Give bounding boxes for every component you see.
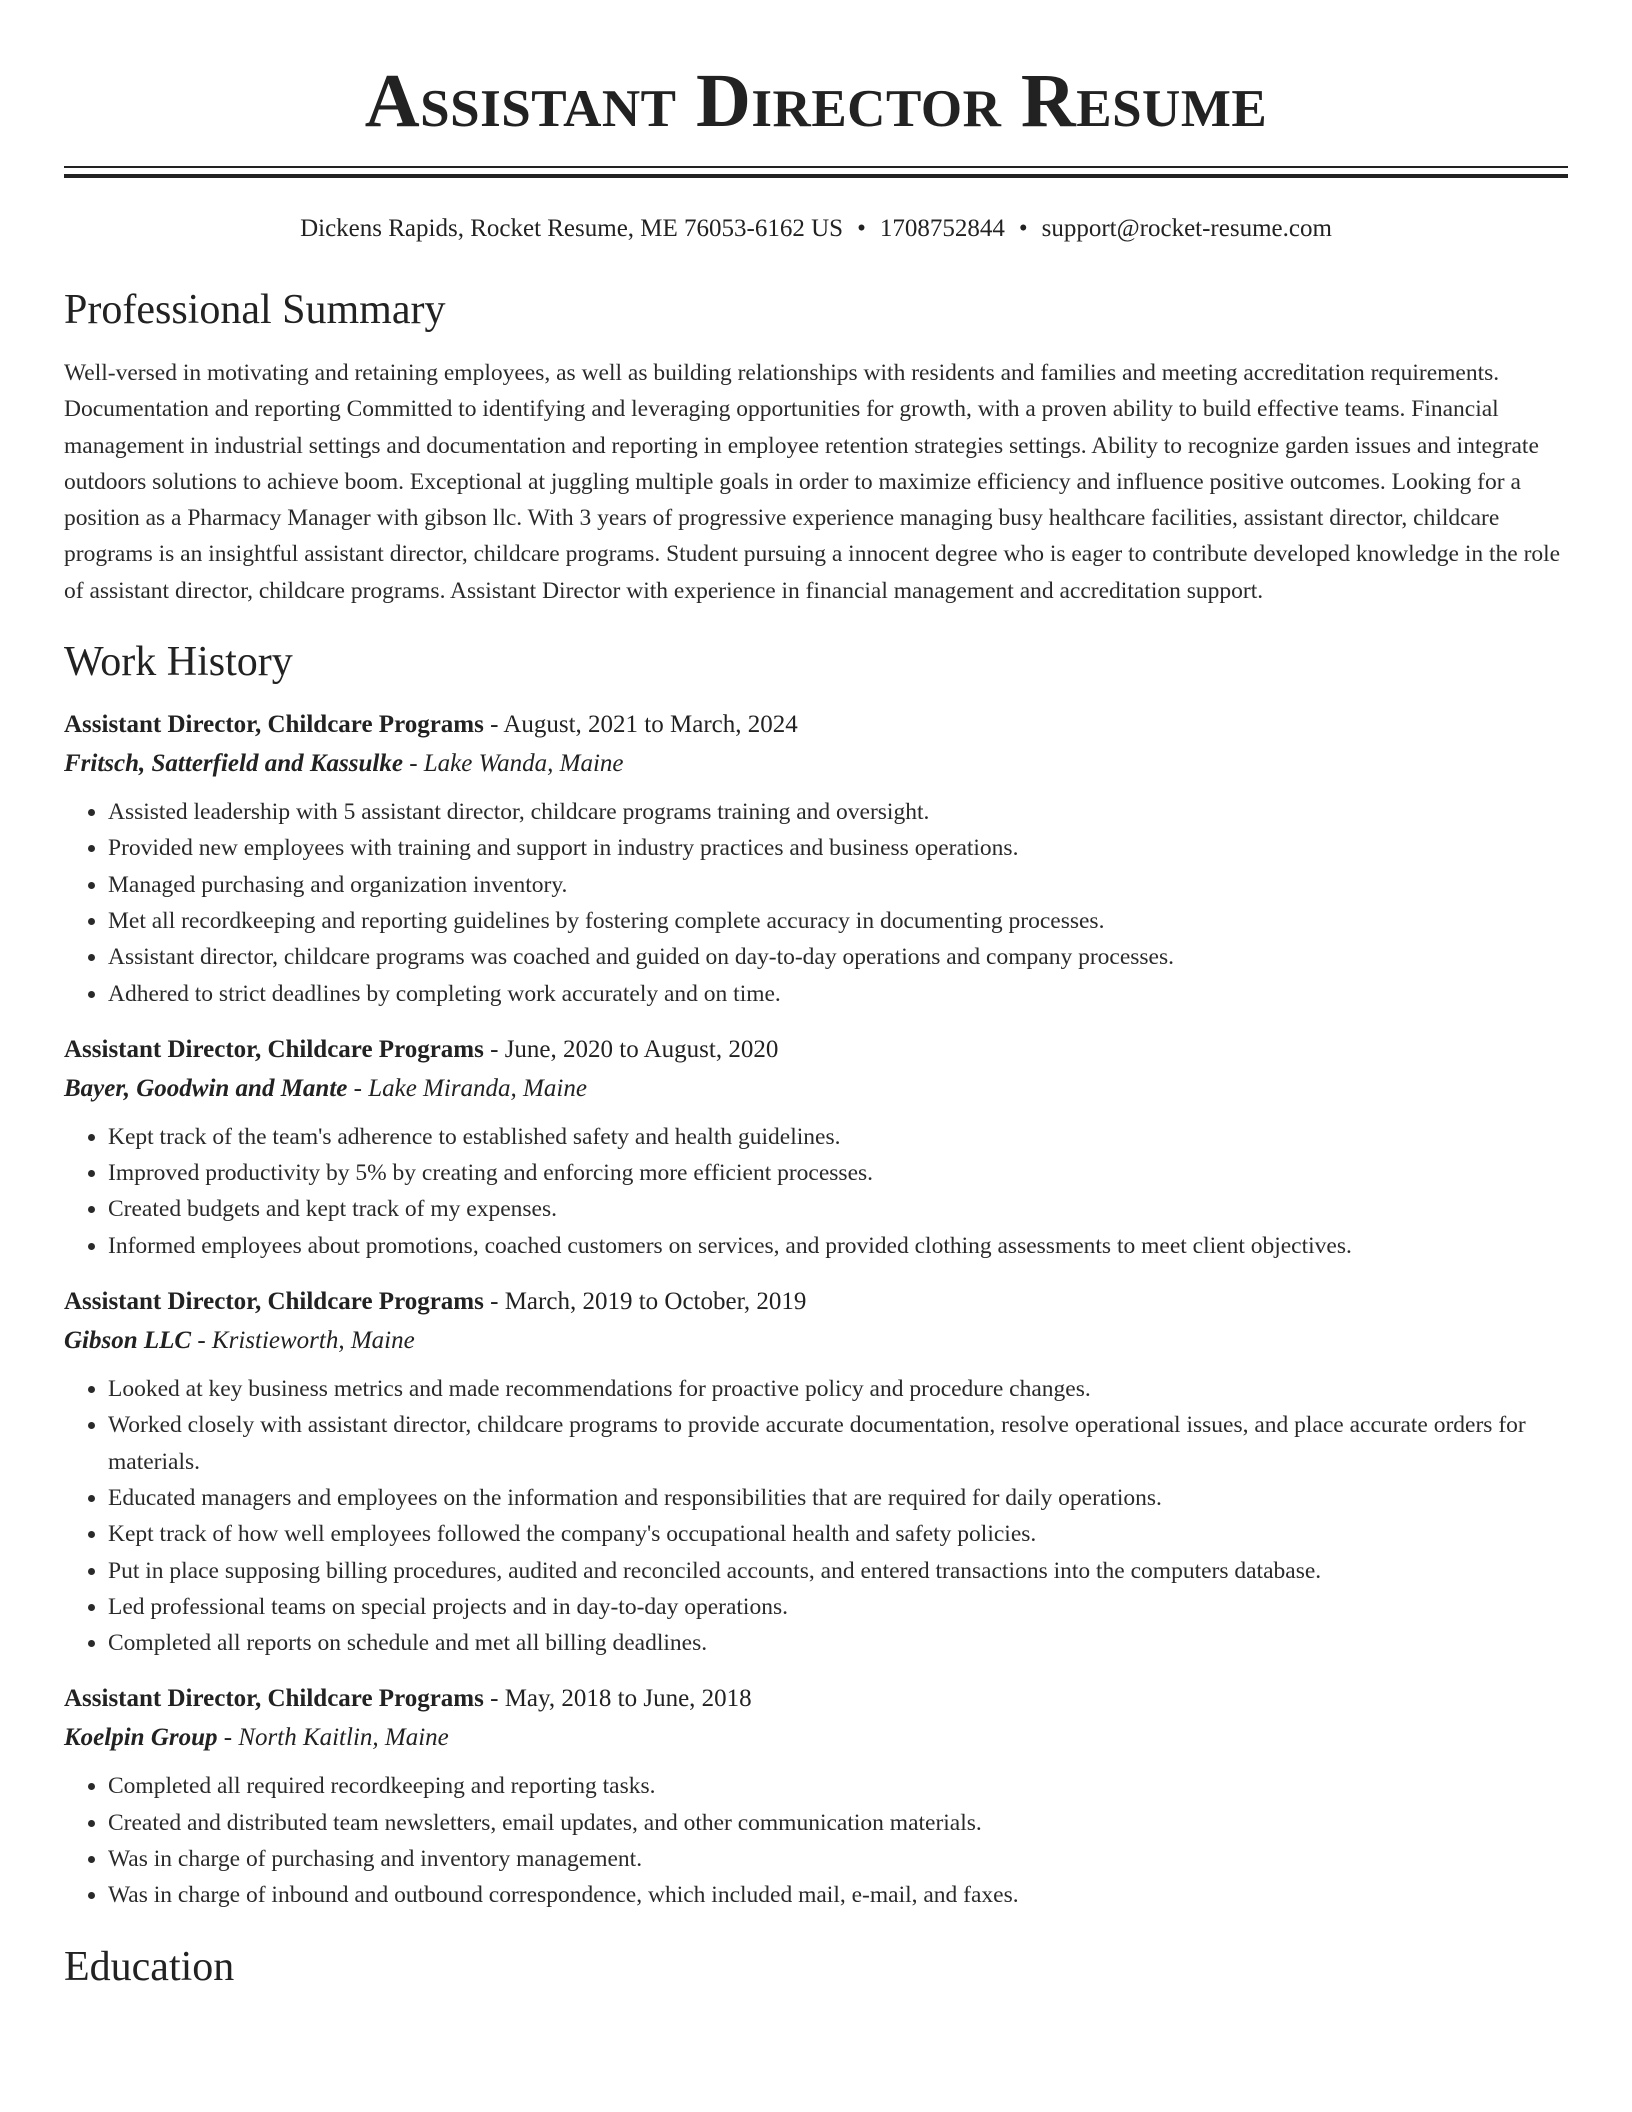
company-location: - North Kaitlin, Maine <box>217 1724 449 1752</box>
job-bullet-list <box>64 794 1568 1012</box>
company-name: Gibson LLC <box>64 1327 192 1355</box>
title-divider-thin <box>64 166 1568 168</box>
resume-title: Assistant Director Resume <box>364 59 1268 143</box>
job-title: Assistant Director, Childcare Programs <box>64 1035 484 1063</box>
job-bullet: • Kept track of the team's adherence to established safety and health guidelines. <box>108 1119 1568 1155</box>
job-bullet: • Adhered to strict deadlines by completing work accurately and on time. <box>108 976 1568 1012</box>
job-bullet: • Educated managers and employees on the information and responsibilities that are required for daily operations. <box>108 1480 1568 1516</box>
job-bullet: • Managed purchasing and organization inventory. <box>108 867 1568 903</box>
job-entry <box>64 1034 1568 1264</box>
contact-separator: • <box>857 215 866 242</box>
job-title-line <box>64 709 1568 741</box>
company-location: - Kristieworth, Maine <box>191 1327 415 1355</box>
job-title-line <box>64 1683 1568 1715</box>
job-bullet: • Provided new employees with training and support in industry practices and business operations. <box>108 830 1568 866</box>
job-bullet: • Worked closely with assistant director, childcare programs to provide accurate documentation, resolve operational issues, and place accurate orders for materials. <box>108 1407 1568 1480</box>
company-line <box>64 1325 1568 1357</box>
job-bullet: • Created budgets and kept track of my expenses. <box>108 1191 1568 1227</box>
contact-separator: • <box>1018 215 1028 242</box>
job-bullet: • Improved productivity by 5% by creating and enforcing more efficient processes. <box>108 1155 1568 1191</box>
job-bullet: • Looked at key business metrics and made recommendations for proactive policy and procedure changes. <box>108 1371 1568 1407</box>
job-dates: - March, 2019 to October, 2019 <box>483 1288 807 1316</box>
job-title: Assistant Director, Childcare Programs <box>64 1685 484 1713</box>
summary-heading: Professional Summary <box>64 287 446 333</box>
job-bullet-list <box>64 1119 1568 1264</box>
company-location: - Lake Wanda, Maine <box>402 750 624 778</box>
company-name: Fritsch, Satterfield and Kassulke <box>64 750 403 778</box>
job-dates: - June, 2020 to August, 2020 <box>483 1035 779 1063</box>
job-bullet: • Completed all reports on schedule and met all billing deadlines. <box>108 1625 1568 1661</box>
title-divider-thick <box>64 174 1568 178</box>
job-bullet: • Assistant director, childcare programs was coached and guided on day-to-day operations and company processes. <box>108 939 1568 975</box>
company-name: Bayer, Goodwin and Mante <box>64 1074 348 1102</box>
contact-email: support@rocket-resume.com <box>1041 215 1332 242</box>
job-bullet: • Led professional teams on special projects and in day-to-day operations. <box>108 1589 1568 1625</box>
education-heading: Education <box>64 1943 235 1990</box>
work-history-heading: Work History <box>64 639 293 686</box>
company-location: - Lake Miranda, Maine <box>347 1074 587 1102</box>
job-bullet: • Kept track of how well employees followed the company's occupational health and safety policies. <box>108 1516 1568 1552</box>
job-bullet: • Was in charge of inbound and outbound correspondence, which included mail, e-mail, and faxes. <box>108 1877 1568 1913</box>
job-bullet: • Created and distributed team newsletters, email updates, and other communication materials. <box>108 1805 1568 1841</box>
job-bullet: • Put in place supposing billing procedures, audited and reconciled accounts, and entered transactions into the computers database. <box>108 1553 1568 1589</box>
job-entry <box>64 1683 1568 1913</box>
job-dates: - August, 2021 to March, 2024 <box>483 711 798 739</box>
job-bullet: • Met all recordkeeping and reporting guidelines by fostering complete accuracy in documenting processes. <box>108 903 1568 939</box>
job-bullet: • Informed employees about promotions, coached customers on services, and provided clothing assessments to meet client objectives. <box>108 1228 1568 1264</box>
company-name: Koelpin Group <box>64 1724 218 1752</box>
job-bullet: • Completed all required recordkeeping and reporting tasks. <box>108 1768 1568 1804</box>
job-title: Assistant Director, Childcare Programs <box>64 711 484 739</box>
job-bullet-list <box>64 1768 1568 1913</box>
job-bullet: • Assisted leadership with 5 assistant director, childcare programs training and oversight. <box>108 794 1568 830</box>
job-bullet: • Was in charge of purchasing and inventory management. <box>108 1841 1568 1877</box>
contact-address: Dickens Rapids, Rocket Resume, ME 76053-6162 US <box>300 215 844 242</box>
job-title-line <box>64 1034 1568 1066</box>
company-line <box>64 1073 1568 1105</box>
job-bullet-list <box>64 1371 1568 1661</box>
work-history-list <box>64 709 1568 1914</box>
job-dates: - May, 2018 to June, 2018 <box>483 1685 752 1713</box>
job-entry <box>64 709 1568 1012</box>
company-line <box>64 1722 1568 1754</box>
contact-phone: 1708752844 <box>879 215 1005 242</box>
contact-line <box>64 213 1568 245</box>
company-line <box>64 748 1568 780</box>
job-title: Assistant Director, Childcare Programs <box>64 1288 484 1316</box>
job-entry <box>64 1286 1568 1661</box>
summary-text: Well-versed in motivating and retaining employees, as well as building relationships with residents and families and meeting accreditation requirements. Documentation and reporting Committed to identifying and leveraging opportunities for growth, with a proven ability to build effective teams. Financial management in industrial settings and documentation and reporting in employee retention strategies settings. Ability to recognize garden issues and integrate outdoors solutions to achieve boom. Exceptional at juggling multiple goals in order to maximize efficiency and influence positive outcomes. Looking for a position as a Pharmacy Manager with gibson llc. With 3 years of progressive experience managing busy healthcare facilities, assistant director, childcare programs is an insightful assistant director, childcare programs. Student pursuing a innocent degree who is eager to contribute developed knowledge in the role of assistant director, childcare programs. Assistant Director with experience in financial management and accreditation support. <box>64 360 1561 604</box>
job-title-line <box>64 1286 1568 1318</box>
